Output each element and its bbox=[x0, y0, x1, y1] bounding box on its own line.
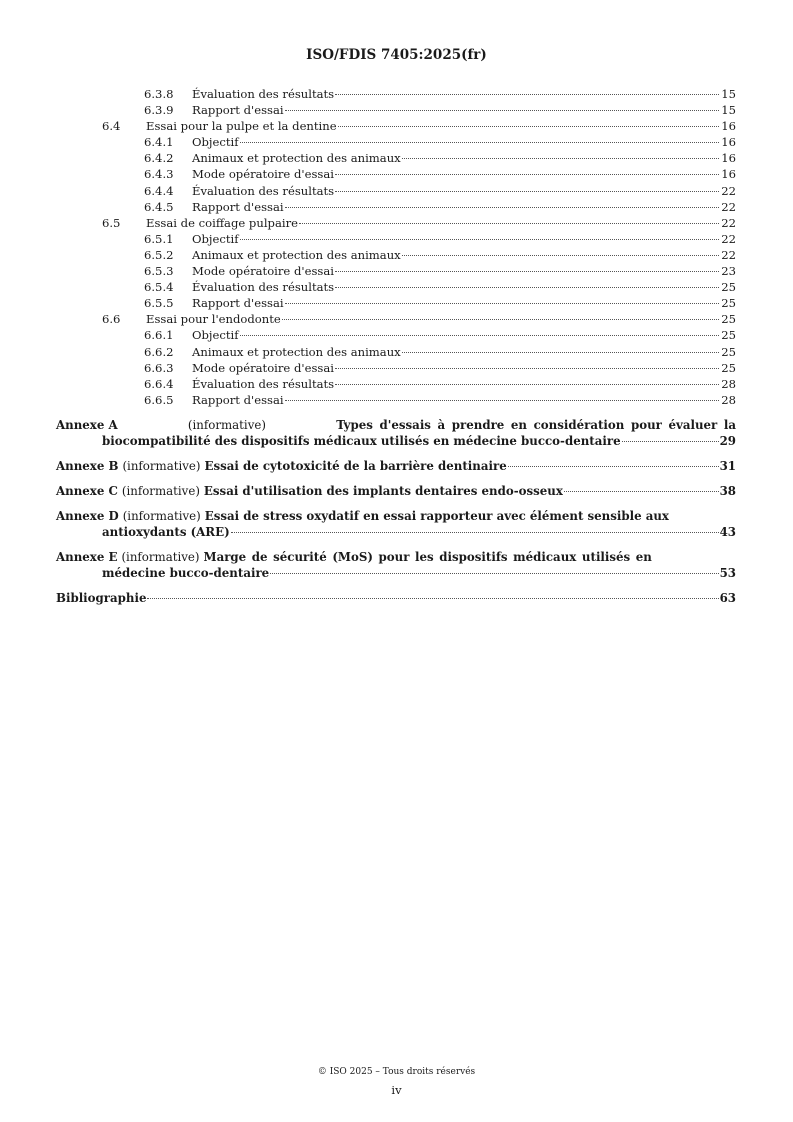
annex-d-label: Annexe D bbox=[56, 508, 119, 523]
toc-leader bbox=[338, 126, 719, 127]
toc-leader bbox=[240, 335, 719, 336]
toc-entry-6-4-4[interactable] bbox=[56, 183, 736, 199]
toc-entry-6-6-3[interactable] bbox=[56, 360, 736, 376]
toc-entry-6-4-3[interactable] bbox=[56, 166, 736, 182]
toc-leader bbox=[402, 255, 719, 256]
toc-annex-a[interactable] bbox=[56, 417, 736, 449]
toc-leader bbox=[285, 400, 719, 401]
toc-entry-number: 6.4 bbox=[102, 119, 121, 134]
toc-entry-title: Objectif bbox=[192, 231, 239, 246]
toc-entry-page: 25 bbox=[721, 344, 736, 359]
toc-entry-title: Évaluation des résultats bbox=[192, 376, 335, 391]
toc-entry-6-4[interactable] bbox=[56, 118, 736, 134]
toc-leader bbox=[335, 287, 719, 288]
toc-entry-page: 25 bbox=[721, 328, 736, 343]
toc-entry-6-5[interactable] bbox=[56, 215, 736, 231]
toc-entry-number: 6.3.8 bbox=[144, 87, 174, 101]
toc-entry-page: 28 bbox=[721, 392, 736, 407]
toc-entry-6-5-2[interactable] bbox=[56, 247, 736, 263]
annex-c-label: Annexe C bbox=[56, 483, 118, 498]
toc-entry-page: 22 bbox=[721, 199, 736, 214]
toc-entry-number: 6.4.5 bbox=[144, 199, 174, 214]
toc-entry-number: 6.5 bbox=[102, 215, 121, 230]
toc-leader bbox=[622, 441, 719, 442]
toc-entry-number: 6.5.3 bbox=[144, 264, 174, 279]
toc-entry-title: Essai pour la pulpe et la dentine bbox=[146, 119, 337, 134]
annex-c-title: Essai d'utilisation des implants dentaires endo-osseux bbox=[203, 483, 563, 498]
toc-entry-title: Rapport d'essai bbox=[192, 296, 284, 311]
table-of-contents bbox=[56, 86, 736, 606]
annex-e-title-line1: Marge de sécurité (MoS) pour les dispositifs médicaux utilisés en bbox=[203, 549, 652, 564]
toc-entry-6-4-2[interactable] bbox=[56, 150, 736, 166]
page-number: iv bbox=[391, 1083, 402, 1097]
toc-entry-page: 23 bbox=[721, 264, 736, 279]
toc-entry-title: Rapport d'essai bbox=[192, 392, 284, 407]
toc-entry-number: 6.6.1 bbox=[144, 328, 174, 343]
toc-entry-number: 6.4.4 bbox=[144, 183, 174, 198]
copyright-footer: © ISO 2025 – Tous droits réservés bbox=[317, 1067, 476, 1077]
toc-entry-6-4-1[interactable] bbox=[56, 134, 736, 150]
toc-entry-6-5-3[interactable] bbox=[56, 263, 736, 279]
toc-leader bbox=[270, 573, 718, 574]
toc-entry-number: 6.5.2 bbox=[144, 247, 174, 262]
toc-entry-page: 16 bbox=[721, 119, 736, 134]
toc-entry-page: 15 bbox=[721, 103, 736, 118]
toc-entry-number: 6.6.2 bbox=[144, 344, 174, 359]
toc-entry-number: 6.5.5 bbox=[144, 296, 174, 311]
annex-d-page: 43 bbox=[719, 524, 736, 539]
toc-leader bbox=[335, 384, 719, 385]
toc-entry-title: Animaux et protection des animaux bbox=[192, 151, 401, 166]
toc-entry-title: Objectif bbox=[192, 135, 239, 150]
toc-entry-6-6-1[interactable] bbox=[56, 327, 736, 343]
toc-entry-6-6[interactable] bbox=[56, 311, 736, 327]
document-header: ISO/FDIS 7405:2025(fr) bbox=[306, 47, 487, 63]
annex-e-title-line2: médecine bucco-dentaire bbox=[102, 565, 270, 580]
toc-entry-page: 22 bbox=[721, 231, 736, 246]
toc-entry-page: 25 bbox=[721, 296, 736, 311]
toc-entry-title: Rapport d'essai bbox=[192, 103, 284, 118]
annex-a-page: 29 bbox=[719, 433, 736, 448]
toc-entry-page: 16 bbox=[721, 167, 736, 182]
toc-entry-6-5-4[interactable] bbox=[56, 279, 736, 295]
toc-entry-number: 6.4.2 bbox=[144, 151, 174, 166]
toc-leader bbox=[299, 223, 719, 224]
toc-leader bbox=[240, 239, 719, 240]
toc-entry-page: 25 bbox=[721, 312, 736, 327]
toc-leader bbox=[285, 303, 719, 304]
toc-bibliography[interactable] bbox=[56, 590, 736, 606]
toc-annex-c[interactable] bbox=[56, 483, 736, 499]
toc-entry-page: 25 bbox=[721, 360, 736, 375]
toc-entry-title: Mode opératoire d'essai bbox=[192, 360, 334, 375]
toc-entry-page: 22 bbox=[721, 215, 736, 230]
toc-entry-title: Évaluation des résultats bbox=[192, 280, 335, 295]
toc-entry-6-6-2[interactable] bbox=[56, 344, 736, 360]
toc-leader bbox=[564, 491, 719, 492]
annex-c-page: 38 bbox=[719, 483, 736, 498]
toc-entry-title: Essai de coiffage pulpaire bbox=[146, 215, 298, 230]
toc-leader bbox=[335, 191, 719, 192]
toc-entry-number: 6.3.9 bbox=[144, 103, 174, 118]
toc-entry-6-5-1[interactable] bbox=[56, 231, 736, 247]
annex-a-title-line1: Types d'essais à prendre en considération pour évaluer la bbox=[336, 417, 736, 432]
annex-d-title-line1: Essai de stress oxydatif en essai rapporteur avec élément sensible aux bbox=[204, 508, 669, 523]
annex-a-label: Annexe A bbox=[56, 417, 118, 432]
toc-leader bbox=[285, 207, 719, 208]
toc-leader bbox=[402, 352, 719, 353]
annex-c-type: (informative) bbox=[121, 483, 200, 498]
annex-e-type: (informative) bbox=[121, 549, 200, 564]
annex-b-type: (informative) bbox=[122, 458, 201, 473]
toc-entry-page: 16 bbox=[721, 135, 736, 150]
toc-leader bbox=[508, 466, 719, 467]
toc-annex-d[interactable] bbox=[56, 508, 736, 540]
toc-entry-6-6-4[interactable] bbox=[56, 376, 736, 392]
toc-leader bbox=[335, 174, 719, 175]
toc-entry-title: Objectif bbox=[192, 328, 239, 343]
toc-entry-page: 15 bbox=[721, 87, 736, 101]
toc-leader bbox=[402, 158, 719, 159]
toc-entry-number: 6.5.4 bbox=[144, 280, 174, 295]
toc-entry-number: 6.4.3 bbox=[144, 167, 174, 182]
annex-e-page: 53 bbox=[719, 565, 736, 580]
annex-b-page: 31 bbox=[719, 458, 736, 473]
toc-entry-page: 28 bbox=[721, 376, 736, 391]
toc-entry-number: 6.6.3 bbox=[144, 360, 174, 375]
toc-leader bbox=[231, 532, 719, 533]
toc-entry-page: 25 bbox=[721, 280, 736, 295]
toc-leader bbox=[335, 271, 719, 272]
toc-entry-page: 22 bbox=[721, 247, 736, 262]
toc-entry-number: 6.5.1 bbox=[144, 231, 174, 246]
toc-entry-title: Mode opératoire d'essai bbox=[192, 167, 334, 182]
toc-entry-number: 6.6.4 bbox=[144, 376, 174, 391]
toc-entry-page: 16 bbox=[721, 151, 736, 166]
toc-entry-6-3-8[interactable] bbox=[56, 86, 736, 102]
toc-leader bbox=[147, 598, 718, 599]
toc-entry-6-5-5[interactable] bbox=[56, 295, 736, 311]
annex-e-label: Annexe E bbox=[56, 549, 118, 564]
toc-leader bbox=[282, 319, 719, 320]
toc-entry-title: Mode opératoire d'essai bbox=[192, 264, 334, 279]
toc-entry-title: Évaluation des résultats bbox=[192, 183, 335, 198]
toc-entry-number: 6.6.5 bbox=[144, 392, 174, 407]
toc-entry-page: 22 bbox=[721, 183, 736, 198]
toc-entry-title: Rapport d'essai bbox=[192, 199, 284, 214]
toc-leader bbox=[285, 110, 719, 111]
toc-annex-b[interactable] bbox=[56, 458, 736, 474]
annex-d-title-line2: antioxydants (ARE) bbox=[102, 524, 230, 539]
bibliography-page: 63 bbox=[719, 590, 736, 605]
annex-b-title: Essai de cytotoxicité de la barrière dentinaire bbox=[204, 458, 507, 473]
toc-entry-title: Évaluation des résultats bbox=[192, 87, 335, 101]
toc-leader bbox=[335, 94, 719, 95]
annex-d-type: (informative) bbox=[122, 508, 201, 523]
toc-entry-number: 6.4.1 bbox=[144, 135, 174, 150]
toc-annex-e[interactable] bbox=[56, 549, 736, 581]
toc-leader bbox=[335, 368, 719, 369]
toc-entry-title: Animaux et protection des animaux bbox=[192, 247, 401, 262]
toc-entry-title: Essai pour l'endodonte bbox=[146, 312, 281, 327]
toc-entry-number: 6.6 bbox=[102, 312, 121, 327]
toc-leader bbox=[240, 142, 719, 143]
toc-entry-6-4-5[interactable] bbox=[56, 199, 736, 215]
annex-a-title-line2: biocompatibilité des dispositifs médicaux utilisés en médecine bucco-dentaire bbox=[102, 433, 621, 448]
toc-entry-title: Animaux et protection des animaux bbox=[192, 344, 401, 359]
annex-b-label: Annexe B bbox=[56, 458, 119, 473]
annex-a-type: (informative) bbox=[187, 417, 266, 432]
bibliography-title: Bibliographie bbox=[56, 590, 147, 605]
toc-entry-6-3-9[interactable] bbox=[56, 102, 736, 118]
toc-sections bbox=[56, 86, 736, 408]
toc-entry-6-6-5[interactable] bbox=[56, 392, 736, 408]
